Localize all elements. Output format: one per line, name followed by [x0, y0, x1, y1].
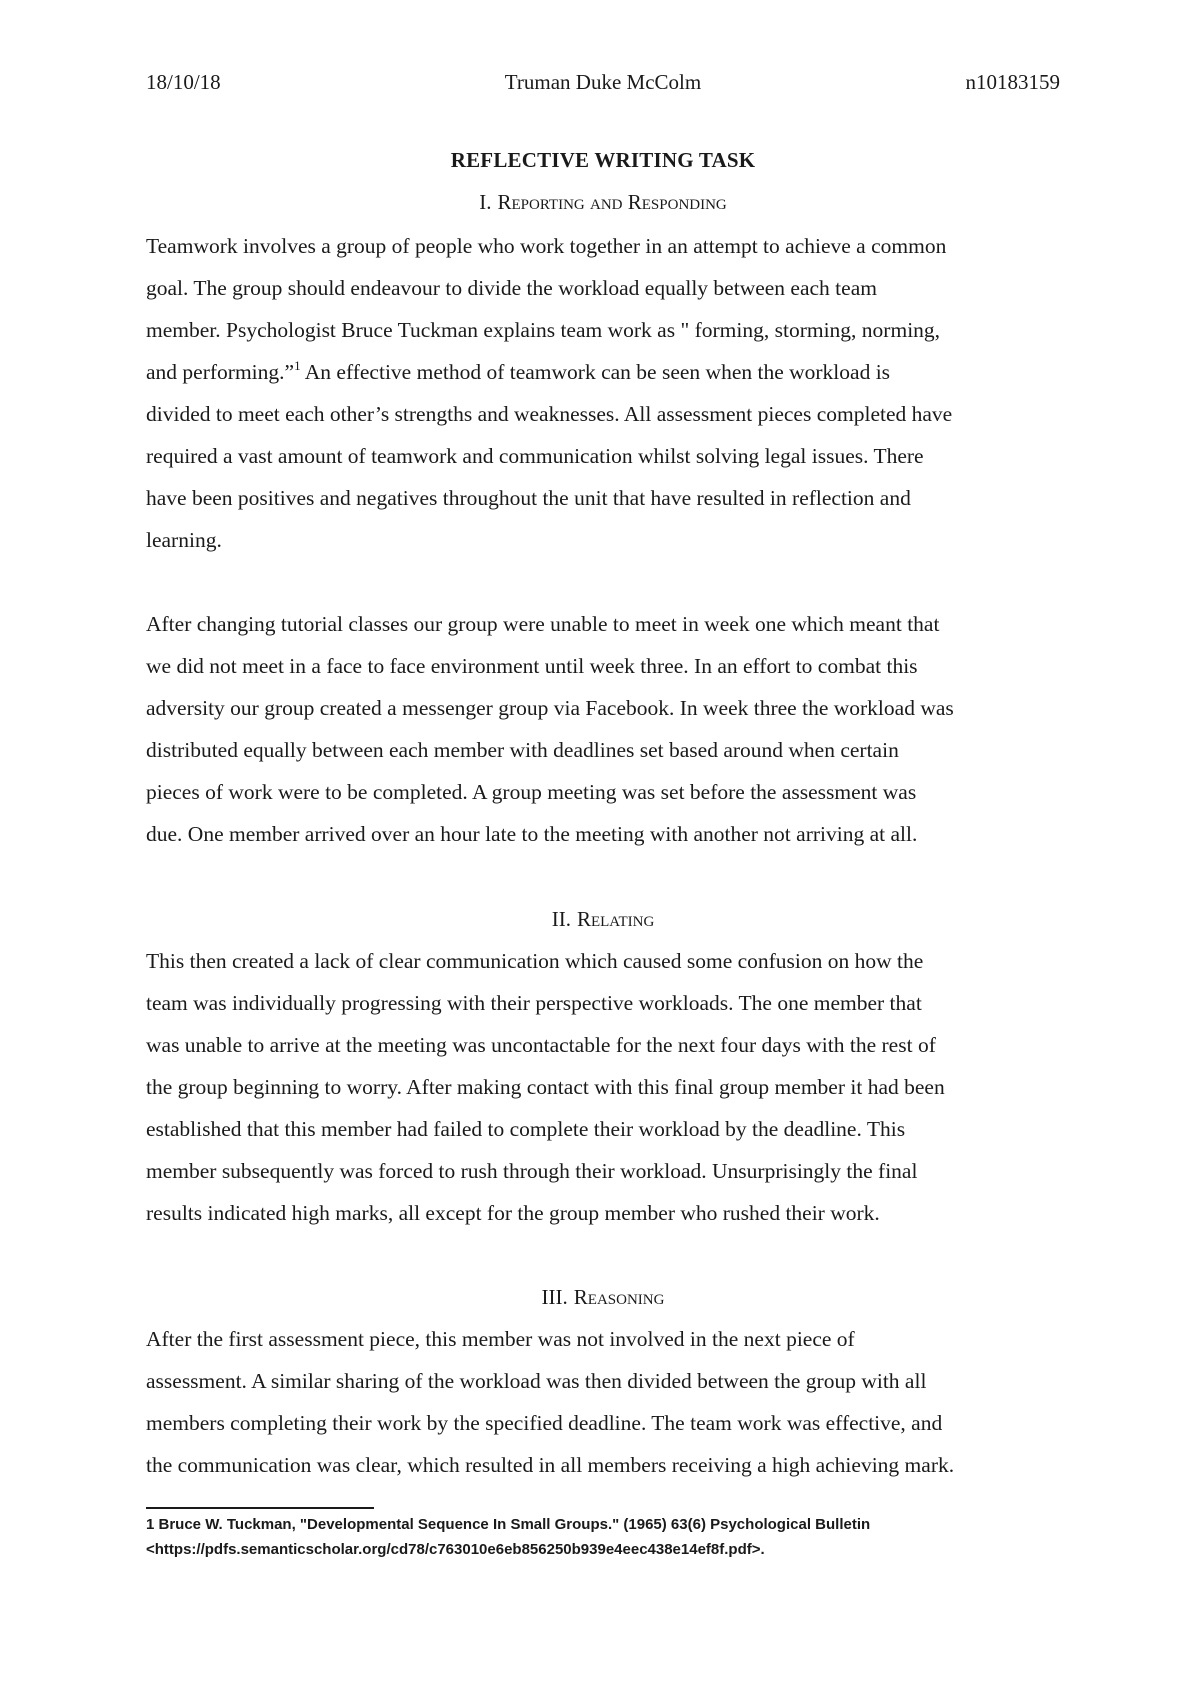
page-header — [146, 70, 1060, 102]
text-line: After the first assessment piece, this member was not involved in the next piece of — [146, 1327, 855, 1351]
text-line: learning. — [146, 528, 222, 552]
header-author: Truman Duke McColm — [504, 70, 702, 94]
paragraph-teamwork — [146, 225, 1071, 561]
text-line: the communication was clear, which resulted in all members receiving a high achieving mark. — [146, 1453, 955, 1477]
paragraph-reasoning — [146, 1318, 1071, 1486]
text-line: divided to meet each other’s strengths and weaknesses. All assessment pieces completed have — [146, 402, 953, 426]
text-line: goal. The group should endeavour to divide the workload equally between each team — [146, 276, 877, 300]
text-line: After changing tutorial classes our group were unable to meet in week one which meant that — [146, 612, 940, 636]
header-date: 18/10/18 — [146, 70, 221, 94]
text-segment: An effective method of teamwork can be seen when the workload is — [304, 360, 891, 384]
footnote-link[interactable]: <https://pdfs.semanticscholar.org/cd78/c763010e6eb856250b939e4eec438e14ef8f.pdf>. — [146, 1541, 765, 1558]
text-line: members completing their work by the specified deadline. The team work was effective, and — [146, 1411, 943, 1435]
text-line: member. Psychologist Bruce Tuckman explains team work as " forming, storming, norming, — [146, 318, 941, 342]
header-student-number: n10183159 — [965, 70, 1060, 94]
text-line: Teamwork involves a group of people who work together in an attempt to achieve a common — [146, 234, 947, 258]
document-title: REFLECTIVE WRITING TASK — [450, 148, 756, 172]
section-title: Reporting and Responding — [497, 190, 727, 214]
section-number: II. — [551, 907, 571, 931]
footnote-citation: 1 Bruce W. Tuckman, "Developmental Sequence In Small Groups." (1965) 63(6) Psychological Bulletin — [146, 1516, 871, 1533]
text-line: we did not meet in a face to face environment until week three. In an effort to combat this — [146, 654, 918, 678]
text-line: pieces of work were to be completed. A group meeting was set before the assessment was — [146, 780, 917, 804]
text-line: assessment. A similar sharing of the workload was then divided between the group with all — [146, 1369, 927, 1393]
footnote-separator — [146, 1507, 374, 1509]
section-number: III. — [541, 1285, 568, 1309]
section-title: Relating — [576, 907, 655, 931]
section-heading-reporting — [146, 190, 1060, 215]
section-title: Reasoning — [573, 1285, 665, 1309]
paragraph-tutorial-classes — [146, 603, 1071, 855]
footnote — [146, 1512, 1086, 1562]
text-segment: and performing.” — [146, 360, 295, 384]
text-line: the group beginning to worry. After making contact with this final group member it had been — [146, 1075, 945, 1099]
section-number: I. — [479, 190, 492, 214]
text-line: was unable to arrive at the meeting was uncontactable for the next four days with the rest of — [146, 1033, 936, 1057]
text-line: due. One member arrived over an hour late to the meeting with another not arriving at all. — [146, 822, 918, 846]
text-line: This then created a lack of clear communication which caused some confusion on how the — [146, 949, 924, 973]
footnote-reference[interactable]: 1 — [294, 358, 301, 373]
text-line: adversity our group created a messenger group via Facebook. In week three the workload was — [146, 696, 954, 720]
text-line: required a vast amount of teamwork and communication whilst solving legal issues. There — [146, 444, 924, 468]
text-line-with-footnote — [146, 351, 1071, 393]
section-heading-relating — [146, 907, 1060, 932]
text-line: have been positives and negatives throughout the unit that have resulted in reflection and — [146, 486, 911, 510]
section-heading-reasoning — [146, 1285, 1060, 1310]
text-line: results indicated high marks, all except for the group member who rushed their work. — [146, 1201, 880, 1225]
text-line: team was individually progressing with their perspective workloads. The one member that — [146, 991, 922, 1015]
text-line: member subsequently was forced to rush through their workload. Unsurprisingly the final — [146, 1159, 918, 1183]
paragraph-relating — [146, 940, 1071, 1234]
text-line: established that this member had failed to complete their workload by the deadline. This — [146, 1117, 906, 1141]
text-line: distributed equally between each member with deadlines set based around when certain — [146, 738, 899, 762]
